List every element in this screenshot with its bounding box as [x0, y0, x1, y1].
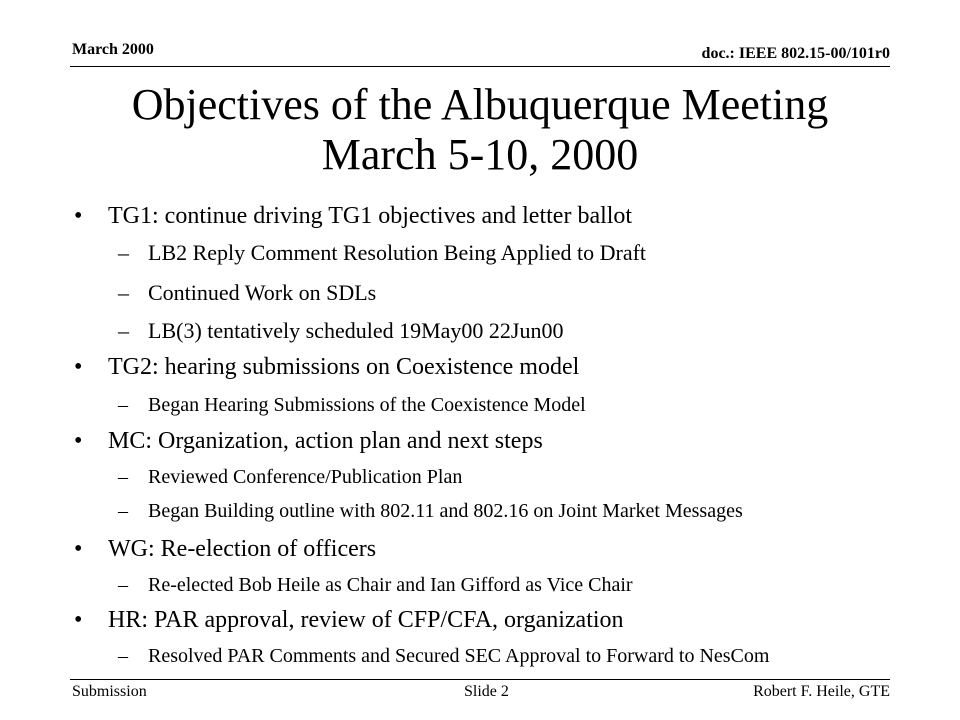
bullet-marker: •	[74, 428, 83, 454]
dash-marker: –	[118, 645, 128, 667]
sub-bullet-item	[118, 394, 586, 417]
sub-bullet-text: Resolved PAR Comments and Secured SEC Approval to Forward to NesCom	[148, 645, 770, 667]
dash-marker: –	[118, 280, 129, 305]
sub-bullet-text: Began Hearing Submissions of the Coexistence Model	[148, 394, 586, 416]
sub-bullet-item	[118, 500, 743, 523]
footer-submission: Submission	[72, 683, 147, 700]
bullet-marker: •	[74, 203, 83, 229]
sub-bullet-text: Continued Work on SDLs	[148, 280, 377, 305]
sub-bullet-text: Re-elected Bob Heile as Chair and Ian Gifford as Vice Chair	[148, 574, 633, 596]
dash-marker: –	[118, 240, 129, 265]
slide-title-line2: March 5-10, 2000	[321, 130, 639, 179]
footer-divider	[70, 679, 890, 680]
bullet-text: TG1: continue driving TG1 objectives and letter ballot	[108, 203, 633, 229]
sub-bullet-text: Reviewed Conference/Publication Plan	[148, 466, 463, 488]
bullet-text: TG2: hearing submissions on Coexistence model	[108, 354, 580, 380]
dash-marker: –	[118, 318, 129, 343]
sub-bullet-item	[118, 240, 646, 266]
sub-bullet-item	[118, 280, 376, 306]
bullet-text: MC: Organization, action plan and next steps	[108, 428, 543, 454]
bullet-text: WG: Re-election of officers	[108, 536, 377, 562]
sub-bullet-text: Began Building outline with 802.11 and 802.16 on Joint Market Messages	[148, 500, 743, 522]
sub-bullet-text: LB(3) tentatively scheduled 19May00 22Jun00	[148, 318, 564, 343]
sub-bullet-item	[118, 318, 563, 344]
sub-bullet-item	[118, 645, 769, 668]
footer-author: Robert F. Heile, GTE	[753, 683, 890, 700]
bullet-item	[74, 536, 376, 563]
header-date: March 2000	[72, 41, 154, 58]
bullet-marker: •	[74, 536, 83, 562]
bullet-item	[74, 607, 624, 634]
sub-bullet-item	[118, 466, 462, 489]
header-doc-id: doc.: IEEE 802.15-00/101r0	[701, 45, 890, 62]
footer-slide-number: Slide 2	[464, 683, 509, 700]
bullet-item	[74, 203, 632, 230]
dash-marker: –	[118, 574, 128, 596]
sub-bullet-text: LB2 Reply Comment Resolution Being Applied to Draft	[148, 240, 647, 265]
dash-marker: –	[118, 394, 128, 416]
sub-bullet-item	[118, 574, 633, 597]
bullet-marker: •	[74, 607, 83, 633]
slide-title-line1: Objectives of the Albuquerque Meeting	[131, 80, 829, 129]
bullet-item	[74, 428, 543, 455]
bullet-text: HR: PAR approval, review of CFP/CFA, organization	[108, 607, 624, 633]
dash-marker: –	[118, 500, 128, 522]
dash-marker: –	[118, 466, 128, 488]
bullet-item	[74, 354, 579, 381]
bullet-marker: •	[74, 354, 83, 380]
